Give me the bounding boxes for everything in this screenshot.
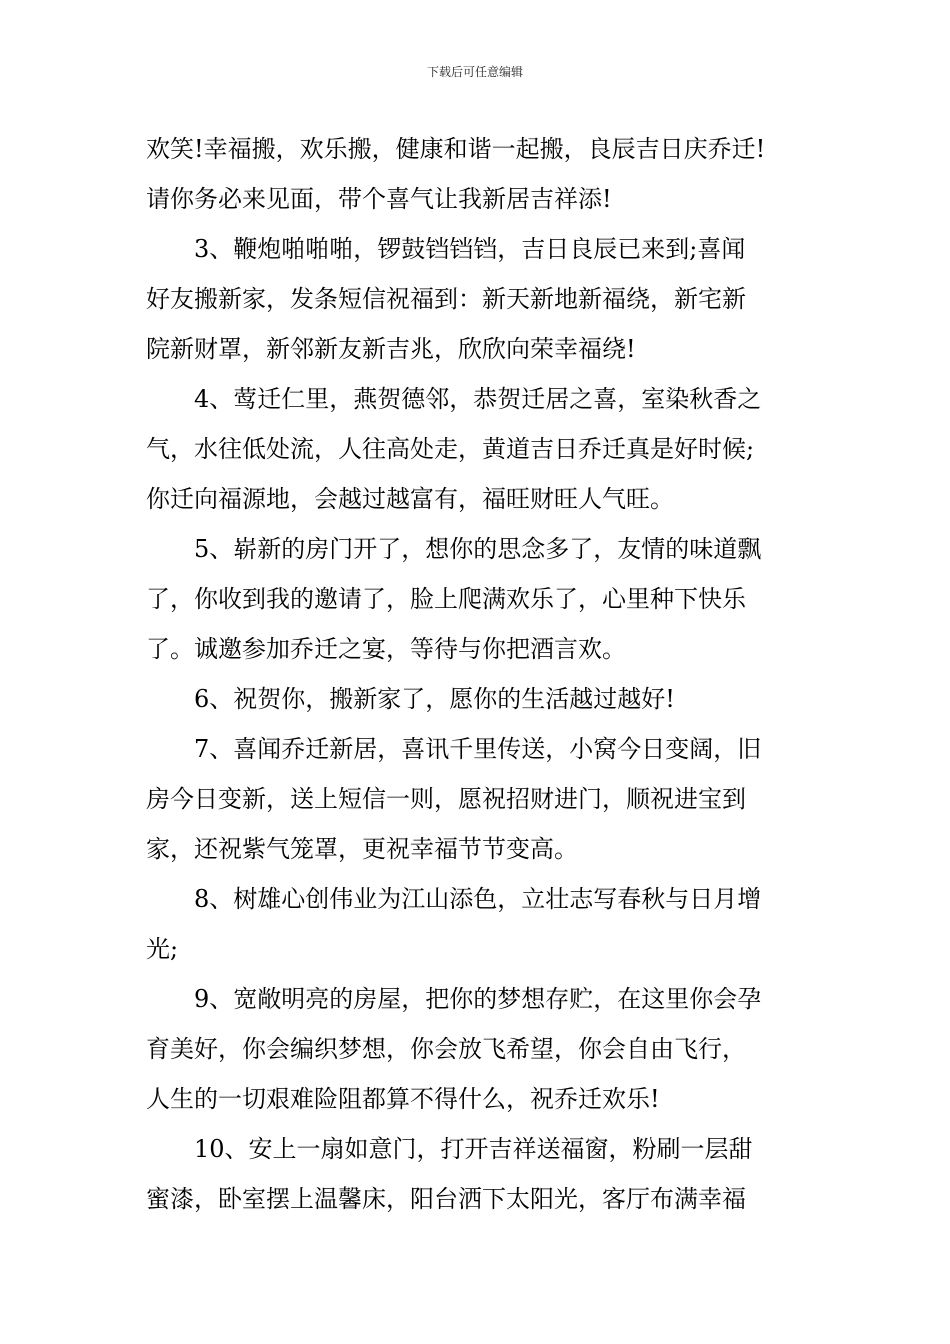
text-line: 6、祝贺你，搬新家了，愿你的生活越过越好! [194, 685, 675, 713]
text-line: 了，你收到我的邀请了，脸上爬满欢乐了，心里种下快乐 [146, 585, 746, 613]
text-line: 蜜漆，卧室摆上温馨床，阳台洒下太阳光，客厅布满幸福 [146, 1185, 746, 1213]
text-line: 请你务必来见面，带个喜气让我新居吉祥添! [146, 185, 612, 213]
text-line: 9、宽敞明亮的房屋，把你的梦想存贮，在这里你会孕 [194, 985, 762, 1013]
text-line: 房今日变新，送上短信一则，愿祝招财进门，顺祝进宝到 [146, 785, 746, 813]
text-line: 了。诚邀参加乔迁之宴，等待与你把酒言欢。 [146, 635, 626, 663]
text-line: 10、安上一扇如意门，打开吉祥送福窗，粉刷一层甜 [194, 1135, 753, 1163]
text-line: 7、喜闻乔迁新居，喜讯千里传送，小窝今日变阔，旧 [194, 735, 762, 763]
text-line: 气，水往低处流，人往高处走，黄道吉日乔迁真是好时候; [146, 435, 755, 463]
text-line: 8、树雄心创伟业为江山添色，立壮志写春秋与日月增 [194, 885, 762, 913]
text-line: 3、鞭炮啪啪啪，锣鼓铛铛铛，吉日良辰已来到;喜闻 [194, 235, 746, 263]
text-line: 你迁向福源地，会越过越富有，福旺财旺人气旺。 [146, 485, 674, 513]
text-line: 院新财罩，新邻新友新吉兆，欣欣向荣幸福绕! [146, 335, 636, 363]
text-line: 人生的一切艰难险阻都算不得什么，祝乔迁欢乐! [146, 1085, 660, 1113]
text-line: 好友搬新家，发条短信祝福到：新天新地新福绕，新宅新 [146, 285, 746, 313]
text-line: 5、崭新的房门开了，想你的思念多了，友情的味道飘 [194, 535, 762, 563]
page-header: 下载后可任意编辑 [426, 65, 523, 79]
text-line: 4、莺迁仁里，燕贺德邻，恭贺迁居之喜，室染秋香之 [194, 385, 762, 413]
text-line: 欢笑!幸福搬，欢乐搬，健康和谐一起搬，良辰吉日庆乔迁! [146, 135, 766, 163]
text-line: 光; [146, 935, 179, 963]
text-line: 育美好，你会编织梦想，你会放飞希望，你会自由飞行， [146, 1035, 746, 1063]
document-body [146, 124, 808, 1224]
text-line: 家，还祝紫气笼罩，更祝幸福节节变高。 [146, 835, 578, 863]
